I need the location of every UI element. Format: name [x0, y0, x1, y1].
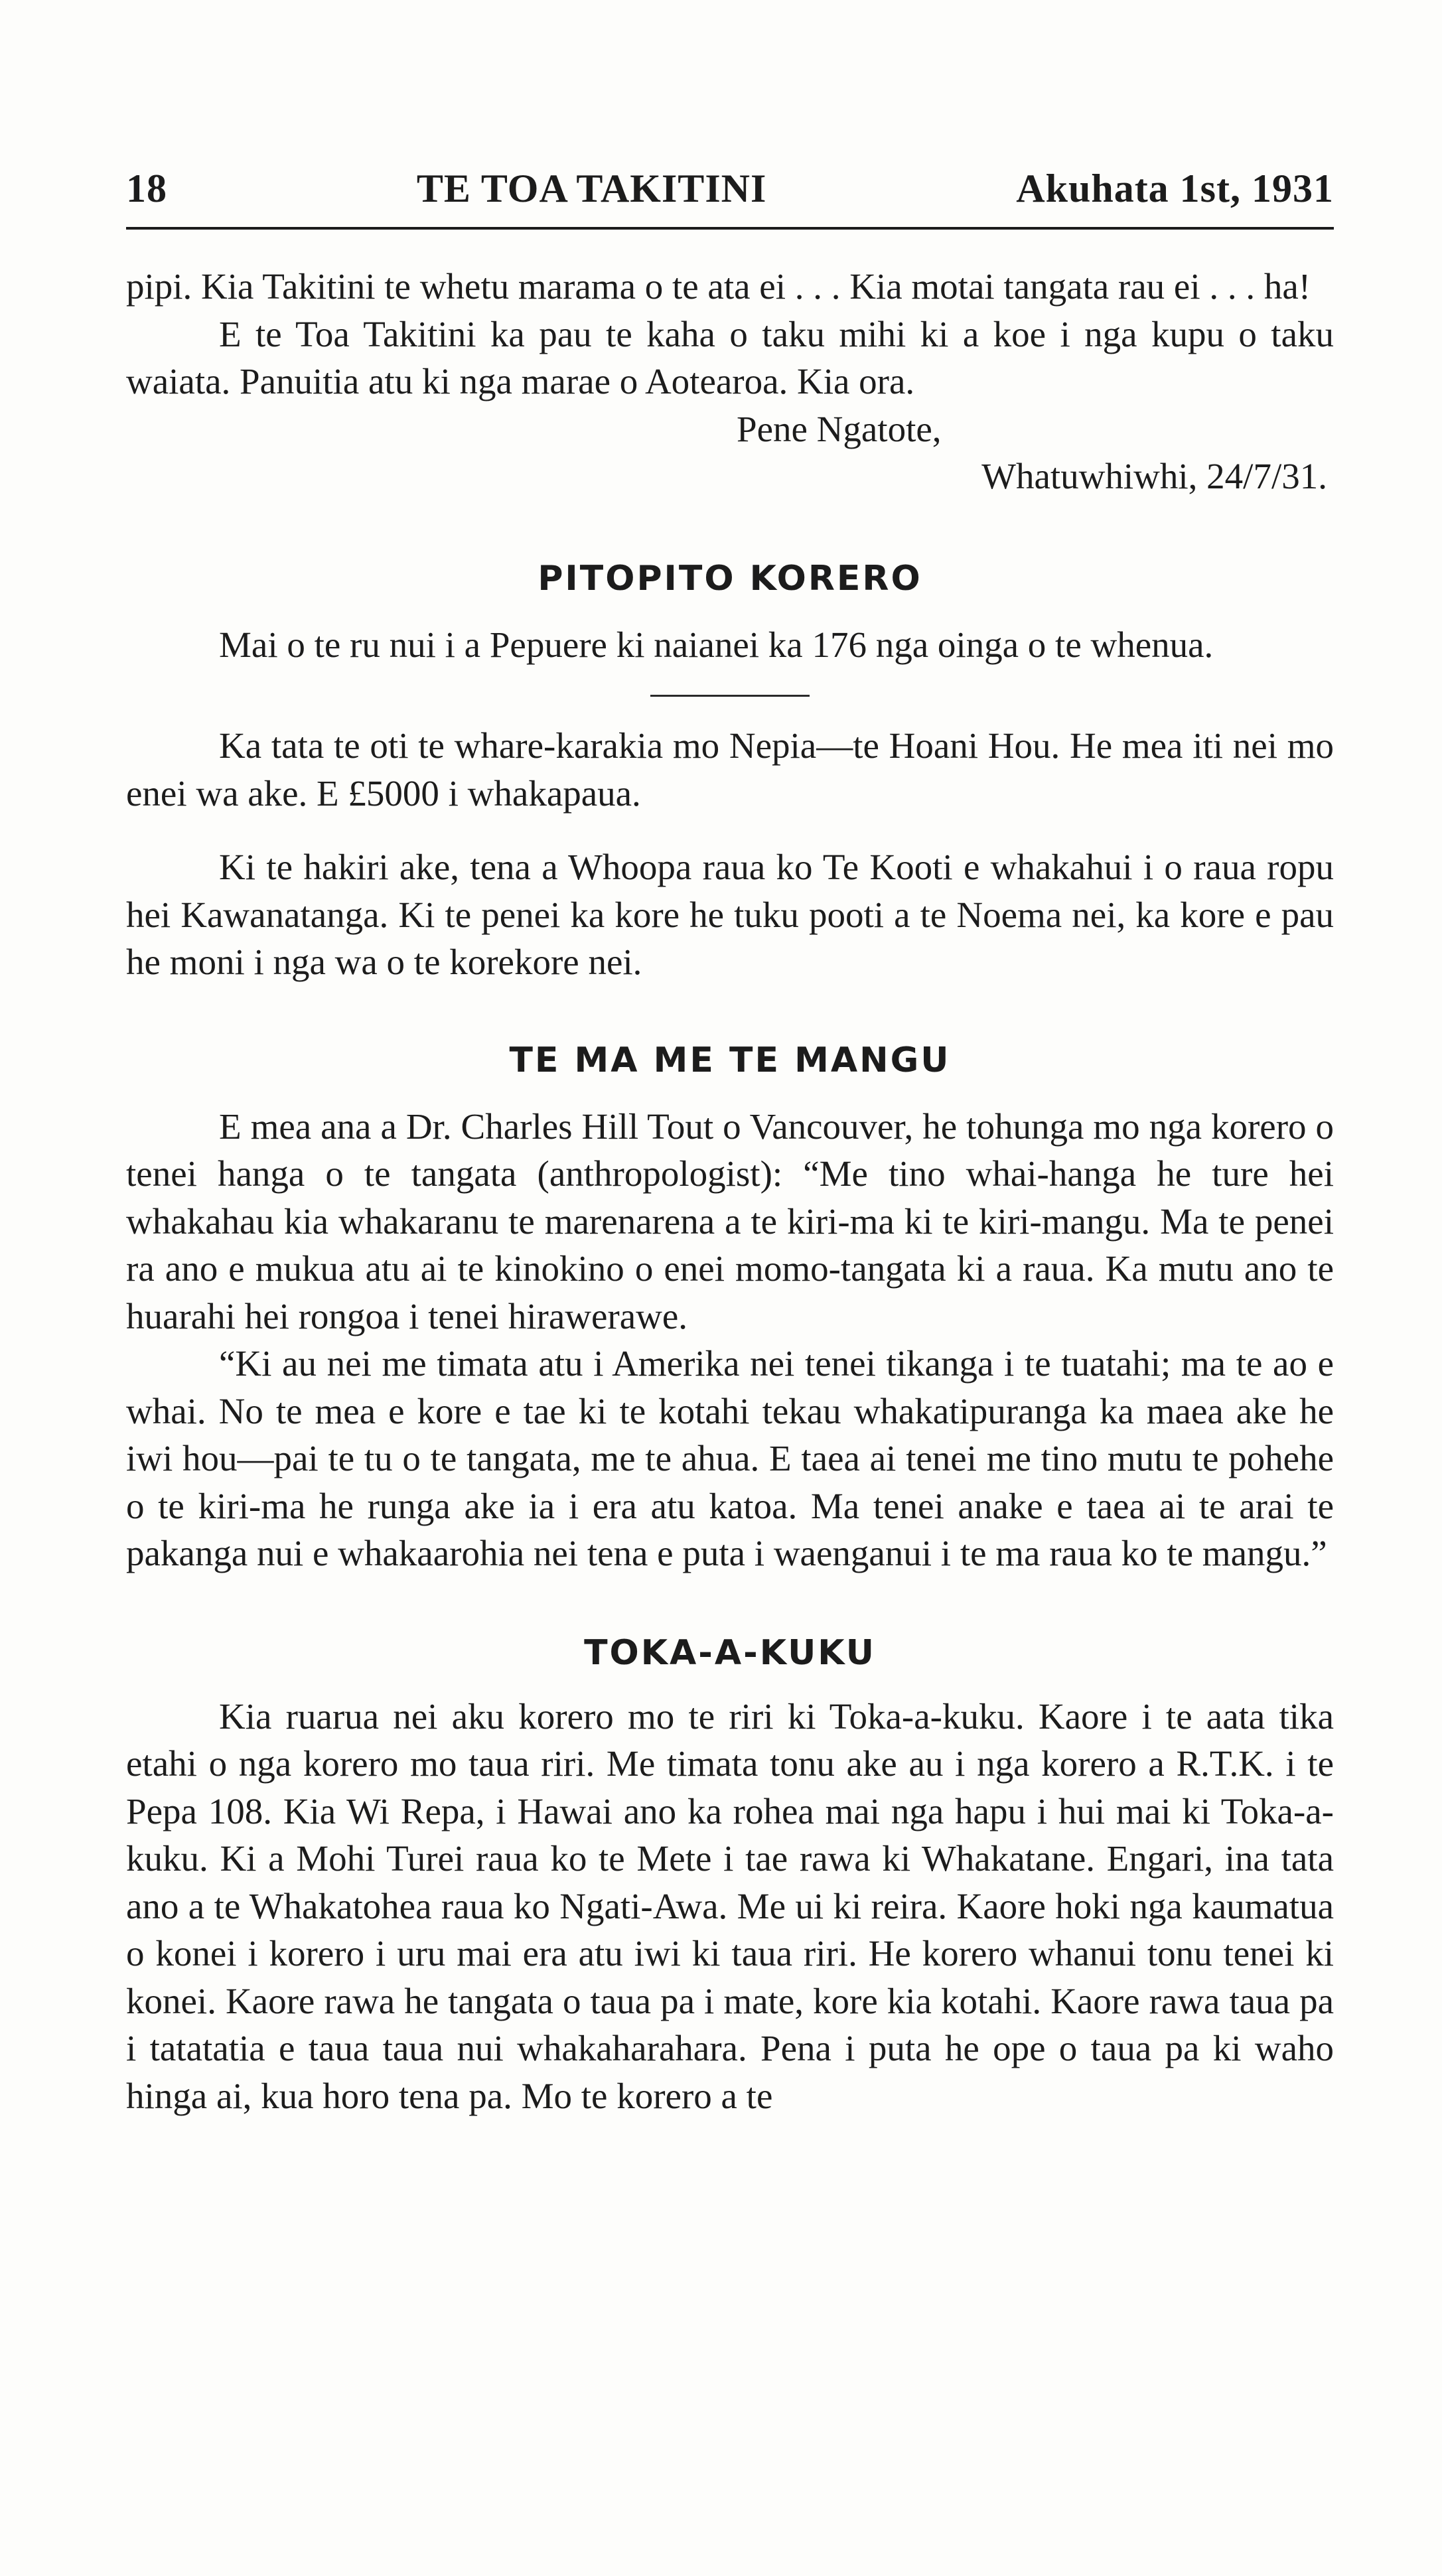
section-heading-toka-a-kuku: TOKA-A-KUKU [584, 1632, 876, 1673]
paragraph-gap [126, 817, 1334, 843]
signature-place: Whatuwhiwhi, 24/7/31. [981, 456, 1327, 496]
article-paragraph: E mea ana a Dr. Charles Hill Tout o Vancouver, he tohunga mo nga korero o tenei hanga o te tangata (anthropologist): “Me tino whai-hanga he ture hei whakahau kia whakaranu te marenarena a te kiri-ma ki te kiri-mangu. Ma te penei ra ano e mukua atu ai te kinokino o enei momo-tangata ki a raua. Ka mutu ano te huarahi hei rongoa i tenei hirawerawe. [126, 1106, 1334, 1336]
news-item: Ka tata te oti te whare-karakia mo Nepia—te Hoani Hou. He mea iti nei mo enei wa ake. E £5000 i whakapaua. [126, 725, 1334, 814]
issue-date: Akuhata 1st, 1931 [1016, 167, 1334, 210]
news-item: Ki te hakiri ake, tena a Whoopa raua ko Te Kooti e whakahui i o raua ropu hei Kawanatanga. Ki te penei ka kore he tuku pooti a te Noema nei, ka kore e pau he moni i nga wa o te korekore nei. [126, 847, 1334, 982]
section-divider [650, 695, 810, 697]
publication-title: TE TOA TAKITINI [416, 167, 767, 210]
signature-name: Pene Ngatote, [737, 408, 942, 449]
article-paragraph: “Ki au nei me timata atu i Amerika nei tenei tikanga i te tuatahi; ma te ao e whai. No te mea e kore e tae ki te kotahi tekau whakatipuranga ka maea ake he iwi hou—pai te tu o te tangata, me te ahua. E taea ai tenei me tino mutu te pohehe o te kiri-ma he runga ake ia i era atu katoa. Ma tenei anake e taea ai te arai te pakanga nui e whakaarohia nei tena e puta i waenganui i te ma raua ko te mangu.” [126, 1343, 1334, 1573]
news-item: Mai o te ru nui i a Pepuere ki naianei ka 176 nga oinga o te whenua. [219, 624, 1214, 665]
page-number: 18 [126, 167, 167, 210]
section-heading-pitopito-korero: PITOPITO KORERO [538, 558, 922, 599]
article-body [126, 263, 1334, 2119]
section-heading-te-ma-me-te-mangu: TE MA ME TE MANGU [509, 1040, 951, 1080]
running-head [126, 166, 1334, 230]
continued-paragraph: pipi. Kia Takitini te whetu marama o te ata ei . . . Kia motai tangata rau ei . . . ha! [126, 266, 1311, 307]
page [126, 166, 1334, 2119]
closing-paragraph: E te Toa Takitini ka pau te kaha o taku mihi ki a koe i nga kupu o taku waiata. Panuitia atu ki nga marae o Aotearoa. Kia ora. [126, 313, 1334, 401]
article-paragraph: Kia ruarua nei aku korero mo te riri ki Toka-a-kuku. Kaore i te aata tika etahi o nga korero mo taua riri. Me timata tonu ake au i nga korero a R.T.K. i te Pepa 108. Kia Wi Repa, i Hawai ano ka rohea mai nga hapu i hui mai ki Toka-a-kuku. Ki a Mohi Turei raua ko te Mete i tae rawa ki Whakatane. Engari, ina tata ano a te Whakatohea raua ko Ngati-Awa. Me ui ki reira. Kaore hoki nga kaumatua o konei i korero i uru mai era atu iwi ki taua riri. He korero whanui tonu tenei ki konei. Kaore rawa he tangata o taua pa i mate, kore kia kotahi. Kaore rawa taua pa i tatatatia e taua taua nui whakaharahara. Pena i puta he ope o taua pa ki waho hinga ai, kua horo tena pa. Mo te korero a te [126, 1695, 1334, 2116]
